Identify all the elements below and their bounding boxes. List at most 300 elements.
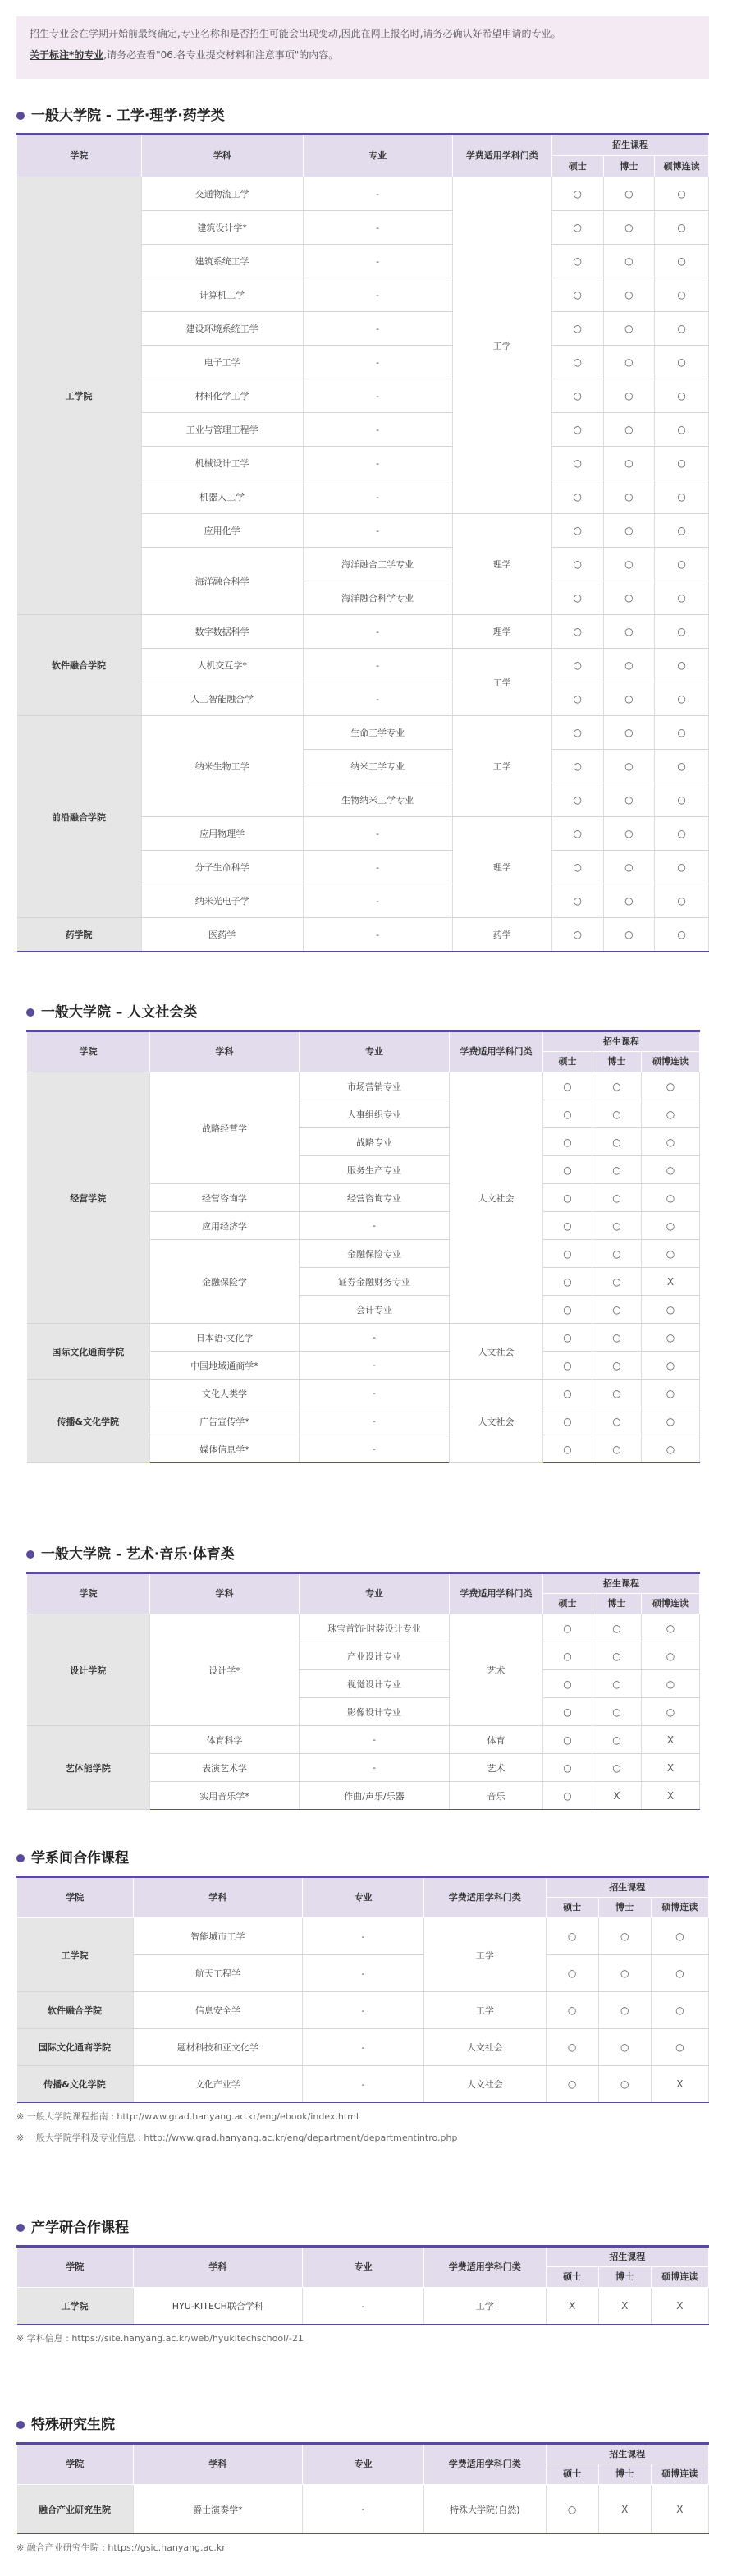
doctor-mark: ○ [592,1754,642,1782]
major-cell: - [303,346,452,379]
master-mark: ○ [551,615,603,649]
subject-cell: 实用音乐学* [150,1782,300,1810]
doctor-mark: ○ [603,884,655,918]
program-table [16,133,709,952]
subject-cell: 中国地域通商学* [150,1352,300,1380]
combined-mark: X [651,2288,708,2325]
fee-category-cell: 理学 [452,514,551,615]
master-mark: ○ [543,1614,592,1642]
fee-category-cell: 工学 [452,649,551,716]
notice-box [16,16,709,79]
combined-mark: ○ [655,480,709,514]
section-1 [16,105,709,952]
header-doctor: 博士 [598,2267,651,2288]
subject-cell: 建筑系统工学 [141,245,303,278]
major-cell: - [303,2485,424,2534]
doctor-mark: ○ [603,245,655,278]
doctor-mark: ○ [603,682,655,716]
combined-mark: ○ [655,716,709,750]
major-cell: - [303,682,452,716]
major-cell: - [303,817,452,851]
master-mark: ○ [543,1407,592,1435]
bullet-dot-icon [16,2224,25,2232]
combined-mark: X [642,1754,700,1782]
master-mark: ○ [543,1754,592,1782]
major-cell: - [303,884,452,918]
combined-mark: X [642,1268,700,1296]
bullet-dot-icon [26,1008,34,1017]
section-4 [16,1848,709,2149]
master-mark: X [546,2288,598,2325]
master-mark: ○ [543,1184,592,1212]
master-mark: ○ [551,682,603,716]
master-mark: ○ [543,1698,592,1726]
major-cell: - [303,1992,424,2029]
combined-mark: ○ [655,682,709,716]
college-cell: 工学院 [17,1918,134,1992]
master-mark: ○ [551,649,603,682]
subject-cell: 数字数据科学 [141,615,303,649]
doctor-mark: ○ [592,1212,642,1240]
section-3 [26,1544,699,1810]
doctor-mark: ○ [598,2029,651,2066]
header-major: 专业 [303,2247,424,2288]
subject-cell: 爵士演奏学* [133,2485,303,2534]
combined-mark: ○ [655,278,709,312]
combined-mark: ○ [655,211,709,245]
subject-cell: 航天工程学 [133,1955,303,1992]
header-doctor: 博士 [603,156,655,177]
table-row [17,1992,709,2029]
header-major: 专业 [300,1573,450,1614]
section-5 [16,2217,709,2349]
header-subject: 学科 [150,1573,300,1614]
header-doctor: 博士 [598,2464,651,2485]
doctor-mark: ○ [598,1992,651,2029]
master-mark: ○ [543,1670,592,1698]
doctor-mark: ○ [603,514,655,548]
header-doctor: 博士 [592,1052,642,1072]
college-cell: 艺体能学院 [27,1726,150,1810]
header-major: 专业 [303,135,452,177]
major-cell: - [303,211,452,245]
subject-cell: 建筑设计学* [141,211,303,245]
fee-category-cell: 理学 [452,615,551,649]
fee-category-cell: 人文社会 [423,2066,546,2103]
subject-cell: 应用化学 [141,514,303,548]
doctor-mark: ○ [592,1670,642,1698]
header-subject: 学科 [133,2444,303,2485]
combined-mark: ○ [642,1212,700,1240]
header-subject: 学科 [133,2247,303,2288]
major-cell: - [303,1955,424,1992]
master-mark: ○ [551,278,603,312]
combined-mark: ○ [642,1100,700,1128]
major-cell: - [303,514,452,548]
notice-line-1: 招生专业会在学期开始前最终确定,专业名称和是否招生可能会出现变动,因此在网上报名时,请务必确认好希望申请的专业。 [30,28,561,39]
bullet-dot-icon [16,2421,25,2429]
doctor-mark: ○ [592,1184,642,1212]
major-cell: - [303,312,452,346]
doctor-mark: ○ [592,1352,642,1380]
combined-mark: X [651,2066,708,2103]
doctor-mark: ○ [603,211,655,245]
master-mark: ○ [546,2485,598,2534]
master-mark: ○ [551,851,603,884]
master-mark: ○ [551,581,603,615]
major-cell: - [303,615,452,649]
major-cell: 经营咨询专业 [300,1184,450,1212]
master-mark: ○ [551,346,603,379]
combined-mark: ○ [642,1698,700,1726]
header-program: 招生课程 [546,2444,708,2464]
master-mark: ○ [551,817,603,851]
master-mark: ○ [543,1324,592,1352]
master-mark: ○ [543,1100,592,1128]
combined-mark: ○ [655,851,709,884]
major-cell: 珠宝首饰·时装设计专业 [300,1614,450,1642]
fee-category-cell: 人文社会 [450,1324,543,1380]
major-cell: 产业设计专业 [300,1642,450,1670]
header-fee-category: 学费适用学科门类 [423,1877,546,1918]
table-row [17,615,709,649]
header-subject: 学科 [141,135,303,177]
major-cell: 海洋融合科学专业 [303,581,452,615]
major-cell: 视觉设计专业 [300,1670,450,1698]
major-cell: 服务生产专业 [300,1156,450,1184]
doctor-mark: ○ [592,1128,642,1156]
combined-mark: ○ [642,1352,700,1380]
fee-category-cell: 理学 [452,817,551,918]
college-cell: 药学院 [17,918,142,952]
doctor-mark: ○ [603,447,655,480]
major-cell: - [300,1380,450,1407]
header-master: 硕士 [543,1052,592,1072]
combined-mark: X [642,1782,700,1810]
combined-mark: ○ [642,1435,700,1463]
master-mark: ○ [546,1918,598,1955]
subject-cell: 广告宣传学* [150,1407,300,1435]
college-cell: 软件融合学院 [17,1992,134,2029]
fee-category-cell: 艺术 [450,1614,543,1726]
subject-cell: 机械设计工学 [141,447,303,480]
master-mark: ○ [543,1212,592,1240]
master-mark: ○ [551,884,603,918]
doctor-mark: ○ [603,783,655,817]
fee-category-cell: 工学 [423,1992,546,2029]
combined-mark: ○ [642,1128,700,1156]
footnote: ※ 融合产业研究生院 : https://gsic.hanyang.ac.kr [16,2542,226,2553]
doctor-mark: ○ [592,1268,642,1296]
header-fee-category: 学费适用学科门类 [423,2444,546,2485]
combined-mark: ○ [642,1072,700,1100]
major-cell: - [303,2066,424,2103]
program-table [26,1030,700,1463]
doctor-mark: ○ [592,1156,642,1184]
combined-mark: ○ [655,514,709,548]
master-mark: ○ [551,480,603,514]
doctor-mark: ○ [592,1324,642,1352]
table-row [17,1918,709,1955]
combined-mark: X [642,1726,700,1754]
section-title [26,1544,699,1565]
subject-cell: 日本语·文化学 [150,1324,300,1352]
master-mark: ○ [551,514,603,548]
combined-mark: ○ [642,1407,700,1435]
subject-cell: 文化产业学 [133,2066,303,2103]
program-table [16,1876,709,2103]
major-cell: - [303,480,452,514]
footnote: ※ 一般大学院课程指南 : http://www.grad.hanyang.ac.kr/eng/ebook/index.html [16,2111,359,2122]
doctor-mark: ○ [598,2066,651,2103]
fee-category-cell: 艺术 [450,1754,543,1782]
doctor-mark: ○ [592,1100,642,1128]
combined-mark: ○ [651,1955,708,1992]
table-row [17,177,709,211]
subject-cell: 智能城市工学 [133,1918,303,1955]
college-cell: 传播&文化学院 [27,1380,150,1463]
subject-cell: 表演艺术学 [150,1754,300,1782]
master-mark: ○ [551,447,603,480]
notice-rest: ,请务必查看"06.各专业提交材料和注意事项"的内容。 [103,49,339,61]
header-subject: 学科 [150,1031,300,1072]
college-cell: 国际文化通商学院 [17,2029,134,2066]
major-cell: 证券金融财务专业 [300,1268,450,1296]
footnote: ※ 学科信息 : https://site.hanyang.ac.kr/web/hyukitechschool/-21 [16,2333,304,2344]
doctor-mark: ○ [603,548,655,581]
combined-mark: ○ [642,1670,700,1698]
header-master: 硕士 [546,2267,598,2288]
subject-cell: 应用经济学 [150,1212,300,1240]
doctor-mark: ○ [603,581,655,615]
subject-cell: HYU-KITECH联合学科 [133,2288,303,2325]
fee-category-cell: 人文社会 [423,2029,546,2066]
header-combined: 硕博连读 [655,156,709,177]
combined-mark: ○ [655,447,709,480]
doctor-mark: ○ [592,1698,642,1726]
doctor-mark: ○ [603,615,655,649]
table-row [27,1380,700,1407]
doctor-mark: ○ [603,278,655,312]
major-cell: - [303,2288,424,2325]
master-mark: ○ [546,2029,598,2066]
subject-cell: 人机交互学* [141,649,303,682]
doctor-mark: ○ [603,379,655,413]
fee-category-cell: 药学 [452,918,551,952]
fee-category-cell: 特殊大学院(自然) [423,2485,546,2534]
header-doctor: 博士 [592,1594,642,1614]
header-program: 招生课程 [543,1031,700,1052]
subject-cell: 应用物理学 [141,817,303,851]
master-mark: ○ [543,1268,592,1296]
fee-category-cell: 工学 [423,2288,546,2325]
major-cell: - [303,245,452,278]
subject-cell: 纳米生物工学 [141,716,303,817]
major-cell: - [303,918,452,952]
table-row [17,2066,709,2103]
master-mark: ○ [543,1782,592,1810]
subject-cell: 题材科技和亚文化学 [133,2029,303,2066]
subject-cell: 海洋融合科学 [141,548,303,615]
doctor-mark: ○ [603,413,655,447]
major-cell: 会计专业 [300,1296,450,1324]
subject-cell: 设计学* [150,1614,300,1726]
table-row [17,2288,709,2325]
major-cell: - [303,177,452,211]
header-college: 学院 [27,1573,150,1614]
combined-mark: ○ [655,615,709,649]
fee-category-cell: 工学 [452,177,551,514]
combined-mark: X [651,2485,708,2534]
combined-mark: ○ [642,1240,700,1268]
college-cell: 设计学院 [27,1614,150,1726]
college-cell: 前沿融合学院 [17,716,142,918]
program-table [16,2245,709,2325]
header-combined: 硕博连读 [651,2267,708,2288]
fee-category-cell: 人文社会 [450,1380,543,1463]
subject-cell: 材料化学工学 [141,379,303,413]
table-row [27,1726,700,1754]
subject-cell: 人工智能融合学 [141,682,303,716]
subject-cell: 信息安全学 [133,1992,303,2029]
header-program: 招生课程 [551,135,708,156]
header-program: 招生课程 [546,1877,708,1898]
program-table [26,1572,700,1810]
major-cell: 人事组织专业 [300,1100,450,1128]
combined-mark: ○ [651,2029,708,2066]
major-cell: - [300,1435,450,1463]
major-cell: 市场营销专业 [300,1072,450,1100]
subject-cell: 工业与管理工程学 [141,413,303,447]
section-title [26,1002,699,1023]
combined-mark: ○ [655,548,709,581]
combined-mark: ○ [655,918,709,952]
header-fee-category: 学费适用学科门类 [450,1573,543,1614]
subject-cell: 战略经营学 [150,1072,300,1184]
header-major: 专业 [303,2444,424,2485]
combined-mark: ○ [655,750,709,783]
master-mark: ○ [551,211,603,245]
combined-mark: ○ [655,177,709,211]
fee-category-cell: 体育 [450,1726,543,1754]
major-cell: 作曲/声乐/乐器 [300,1782,450,1810]
doctor-mark: X [598,2288,651,2325]
doctor-mark: ○ [592,1614,642,1642]
combined-mark: ○ [655,312,709,346]
section-6 [16,2414,709,2559]
subject-cell: 电子工学 [141,346,303,379]
major-cell: 金融保险专业 [300,1240,450,1268]
combined-mark: ○ [655,346,709,379]
doctor-mark: X [592,1782,642,1810]
doctor-mark: ○ [592,1407,642,1435]
combined-mark: ○ [651,1992,708,2029]
combined-mark: ○ [642,1380,700,1407]
doctor-mark: ○ [603,649,655,682]
subject-cell: 金融保险学 [150,1240,300,1324]
section-2 [26,1002,699,1463]
doctor-mark: ○ [592,1726,642,1754]
header-major: 专业 [300,1031,450,1072]
major-cell: - [300,1726,450,1754]
header-program: 招生课程 [546,2247,708,2267]
subject-cell: 建设环境系统工学 [141,312,303,346]
subject-cell: 体育科学 [150,1726,300,1754]
subject-cell: 交通物流工学 [141,177,303,211]
header-fee-category: 学费适用学科门类 [423,2247,546,2288]
combined-mark: ○ [655,245,709,278]
fee-category-cell: 工学 [452,716,551,817]
subject-cell: 文化人类学 [150,1380,300,1407]
footnote: ※ 一般大学院学科及专业信息 : http://www.grad.hanyang.ac.kr/eng/department/departmentintro.php [16,2133,458,2143]
section-title [16,1848,709,1869]
doctor-mark: ○ [603,346,655,379]
header-combined: 硕博连读 [651,1898,708,1918]
doctor-mark: ○ [598,1918,651,1955]
master-mark: ○ [546,2066,598,2103]
master-mark: ○ [543,1642,592,1670]
combined-mark: ○ [642,1642,700,1670]
master-mark: ○ [551,716,603,750]
master-mark: ○ [546,1955,598,1992]
combined-mark: ○ [642,1184,700,1212]
doctor-mark: ○ [603,918,655,952]
section-title [16,2217,709,2239]
doctor-mark: ○ [598,1955,651,1992]
combined-mark: ○ [655,413,709,447]
college-cell: 经营学院 [27,1072,150,1324]
master-mark: ○ [543,1435,592,1463]
doctor-mark: ○ [603,716,655,750]
combined-mark: ○ [655,379,709,413]
header-subject: 学科 [133,1877,303,1918]
header-college: 学院 [27,1031,150,1072]
header-fee-category: 学费适用学科门类 [452,135,551,177]
combined-mark: ○ [651,1918,708,1955]
bullet-dot-icon [26,1550,34,1559]
college-cell: 软件融合学院 [17,615,142,716]
major-cell: 海洋融合工学专业 [303,548,452,581]
major-cell: - [303,851,452,884]
combined-mark: ○ [655,817,709,851]
major-cell: - [303,278,452,312]
major-cell: - [300,1324,450,1352]
master-mark: ○ [551,379,603,413]
combined-mark: ○ [642,1324,700,1352]
combined-mark: ○ [655,581,709,615]
doctor-mark: ○ [592,1380,642,1407]
master-mark: ○ [551,783,603,817]
section-title-text: 学系间合作课程 [31,1850,129,1867]
bullet-dot-icon [16,1854,25,1862]
subject-cell: 经营咨询学 [150,1184,300,1212]
table-row [17,2029,709,2066]
subject-cell: 机器人工学 [141,480,303,514]
header-college: 学院 [17,135,142,177]
header-master: 硕士 [546,2464,598,2485]
master-mark: ○ [543,1156,592,1184]
college-cell: 国际文化通商学院 [27,1324,150,1380]
subject-cell: 纳米光电子学 [141,884,303,918]
doctor-mark: ○ [592,1072,642,1100]
master-mark: ○ [551,177,603,211]
header-master: 硕士 [546,1898,598,1918]
header-master: 硕士 [543,1594,592,1614]
doctor-mark: ○ [603,750,655,783]
fee-category-cell: 音乐 [450,1782,543,1810]
major-cell: 生命工学专业 [303,716,452,750]
section-title-text: 一般大学院 – 人文社会类 [41,1004,198,1021]
